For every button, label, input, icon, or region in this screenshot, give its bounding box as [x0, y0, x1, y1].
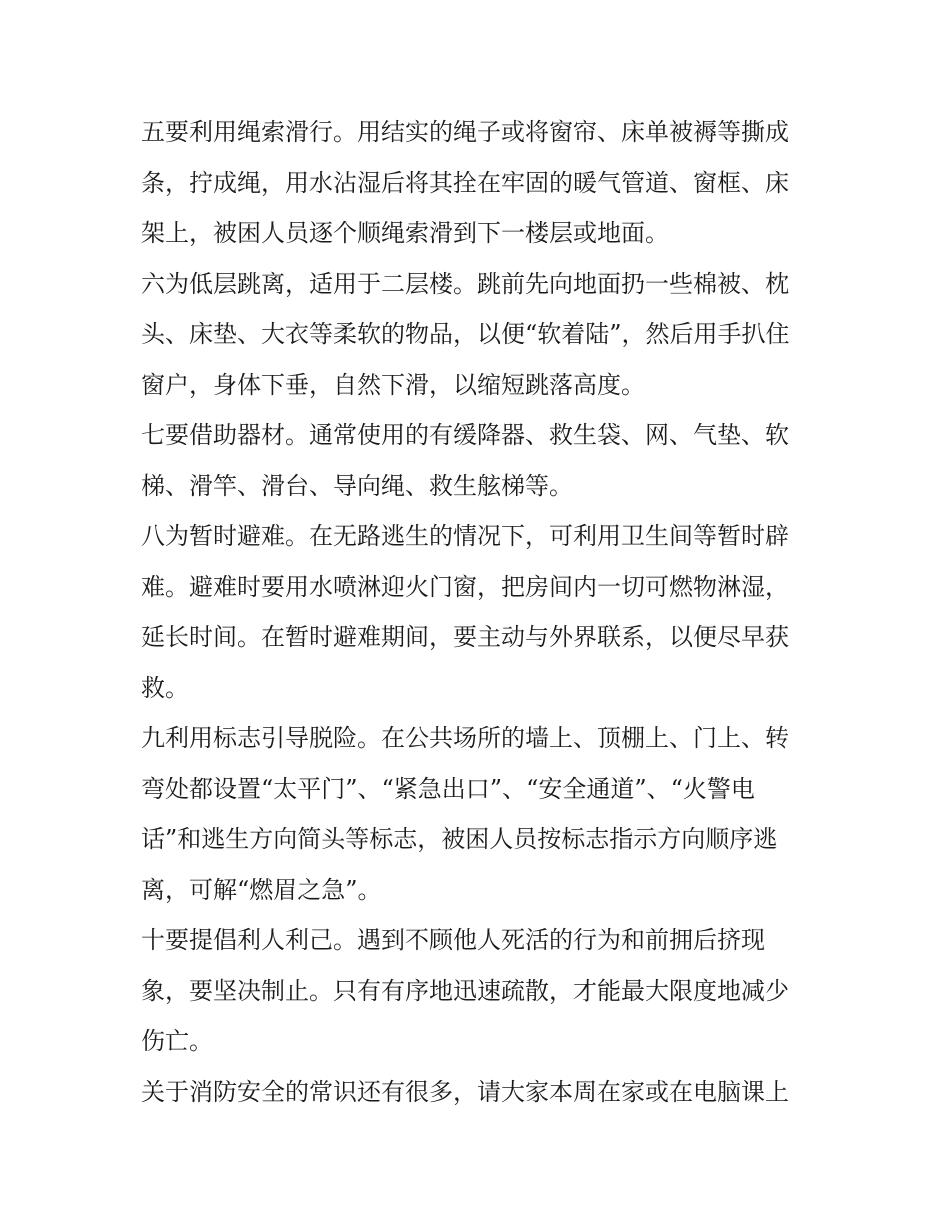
text-line: 弯处都设置“太平门”、“紧急出口”、“安全通道”、“火警电 — [141, 774, 755, 803]
text-line: 延长时间。在暂时避难期间，要主动与外界联系，以便尽早获 — [141, 623, 789, 651]
text-line: 五要利用绳索滑行。用结实的绳子或将窗帘、床单被褥等撕成 — [141, 118, 789, 146]
text-line: 象，要坚决制止。只有有序地迅速疏散，才能最大限度地减少 — [141, 976, 789, 1005]
text-line: 条，拧成绳，用水沾湿后将其拴在牢固的暖气管道、窗框、床 — [141, 168, 789, 197]
text-line: 难。避难时要用水喷淋迎火门窗，把房间内一切可燃物淋湿， — [141, 572, 789, 601]
text-line: 离，可解“燃眉之急”。 — [141, 875, 382, 904]
text-line: 九利用标志引导脱险。在公共场所的墙上、顶棚上、门上、转 — [141, 724, 789, 752]
document-body — [141, 107, 821, 1117]
text-line: 六为低层跳离，适用于二层楼。跳前先向地面扔一些棉被、枕 — [141, 269, 789, 298]
text-line: 伤亡。 — [141, 1027, 213, 1055]
text-line: 八为暂时避难。在无路逃生的情况下，可利用卫生间等暂时辟 — [141, 522, 789, 550]
text-line: 窗户，身体下垂，自然下滑，以缩短跳落高度。 — [141, 370, 645, 399]
text-line: 十要提倡利人利己。遇到不顾他人死活的行为和前拥后挤现 — [141, 926, 765, 954]
text-line: 关于消防安全的常识还有很多，请大家本周在家或在电脑课上 — [141, 1077, 789, 1106]
text-line: 救。 — [141, 673, 189, 702]
text-line: 话”和逃生方向简头等标志，被困人员按标志指示方向顺序逃 — [141, 825, 778, 853]
text-line: 七要借助器材。通常使用的有缓降器、救生袋、网、气垫、软 — [141, 421, 789, 449]
text-line: 架上，被困人员逐个顺绳索滑到下一楼层或地面。 — [141, 219, 669, 247]
text-line: 头、床垫、大衣等柔软的物品，以便“软着陆”，然后用手扒住 — [141, 320, 790, 348]
text-line: 梯、滑竿、滑台、导向绳、救生舷梯等。 — [141, 471, 573, 500]
